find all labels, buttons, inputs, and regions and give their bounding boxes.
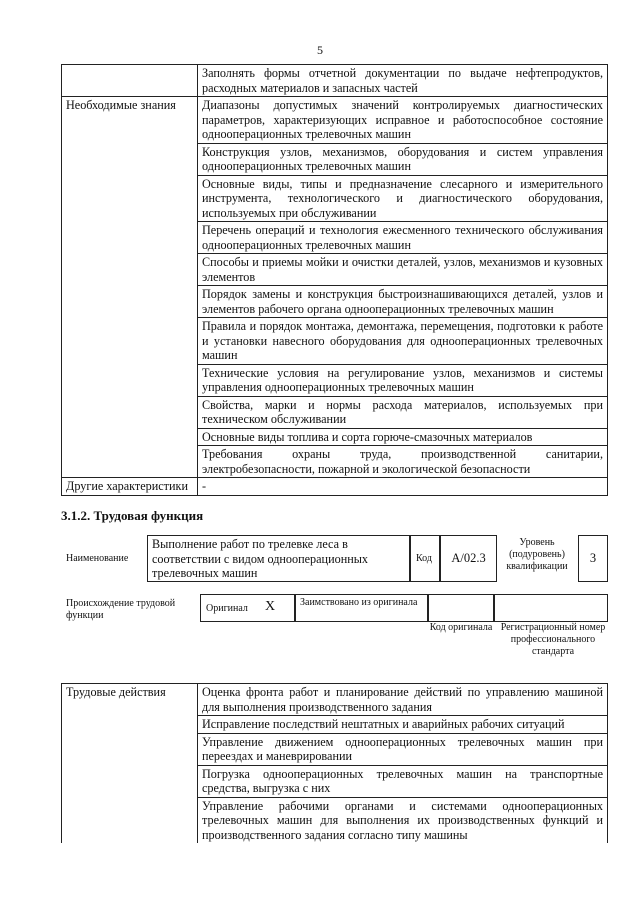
code-value: А/02.3 [451,551,486,565]
row-text: Технические условия на регулирование узлов, механизмов и системы управления одноoперационных трелевочных машин [198,364,608,396]
knowledge-table [61,64,608,496]
section-title: 3.1.2. Трудовая функция [61,508,204,523]
level-value: 3 [589,551,597,565]
reg-number-box [494,594,608,622]
row-text: Порядок замены и конструкция быстроизнашивающихся деталей, узлов и элементов рабочего органа одноoперационных трелевочных машин [198,286,608,318]
origin-code-box [428,594,494,622]
row-text: Свойства, марки и нормы расхода материалов, используемых при техническом обслуживании [198,396,608,428]
row-label: Другие характеристики [62,478,198,496]
table-row [62,97,608,144]
code-label-box [410,535,440,582]
code-label: Код [416,553,432,564]
row-text: Способы и приемы мойки и очистки деталей, узлов, механизмов и кузовных элементов [198,254,608,286]
row-text: Исправление последствий нештатных и аварийных рабочих ситуаций [198,716,608,734]
level-value-box [578,535,608,582]
borrowed-box [295,594,428,622]
row-text: Погрузка одноoперационных трелевочных машин на транспортные средства, выгрузка с них [198,765,608,797]
original-mark: Х [265,599,276,614]
page-number: 5 [317,43,323,57]
code-caption: Код оригинала [429,622,493,633]
row-text: Управление движением одноoперационных трелевочных машин при переездах и маневрировании [198,733,608,765]
row-text: - [198,478,608,496]
row-text: Управление рабочими органами и системами одноoперационных трелевочных машин для выполнения их производственных функций и производственного задания согласно типу машины [198,797,608,843]
origin-label: Происхождение трудовой функции [66,598,176,621]
code-value-box [440,535,497,582]
function-name-box: Выполнение работ по трелевке леса в соответствии с видом одноoперационных трелевочных машин [147,535,410,582]
reg-caption: Регистрационный номер профессионального стандарта [500,622,606,657]
original-box [200,594,295,622]
table-row [62,478,608,496]
row-text: Оценка фронта работ и планирование действий по управлению машиной для выполнения производственного задания [198,684,608,716]
row-text: Основные виды топлива и сорта горюче-смазочных материалов [198,428,608,446]
row-label [62,65,198,97]
actions-table [61,683,608,843]
row-label: Необходимые знания [62,97,198,478]
original-label: Оригинал [206,603,248,614]
row-text: Основные виды, типы и предназначение слесарного и измерительного инструмента, технологического и диагностического оборудования, используемых при обслуживании [198,175,608,222]
row-text: Конструкция узлов, механизмов, оборудования и систем управления одноoперационных трелевочных машин [198,143,608,175]
row-text: Диапазоны допустимых значений контролируемых диагностических параметров, характеризующих исправное и работоспособное состояние одноoперационных трелевочных машин [198,97,608,144]
level-label: Уровень (подуровень) квалификации [506,537,568,572]
name-label: Наименование [66,553,129,564]
row-text: Правила и порядок монтажа, демонтажа, перемещения, подготовки к работе и установки навесного оборудования для одноoперационных трелевочных машин [198,318,608,365]
row-text: Перечень операций и технология ежесменного технического обслуживания одноoперационных трелевочных машин [198,222,608,254]
table-row [62,684,608,716]
row-label: Трудовые действия [62,684,198,844]
row-text: Заполнять формы отчетной документации по выдаче нефтепродуктов, расходных материалов и запасных частей [198,65,608,97]
row-text: Требования охраны труда, производственной санитарии, электробезопасности, пожарной и экологической безопасности [198,446,608,478]
table-row [62,65,608,97]
borrowed-label: Заимствовано из оригинала [300,597,418,608]
